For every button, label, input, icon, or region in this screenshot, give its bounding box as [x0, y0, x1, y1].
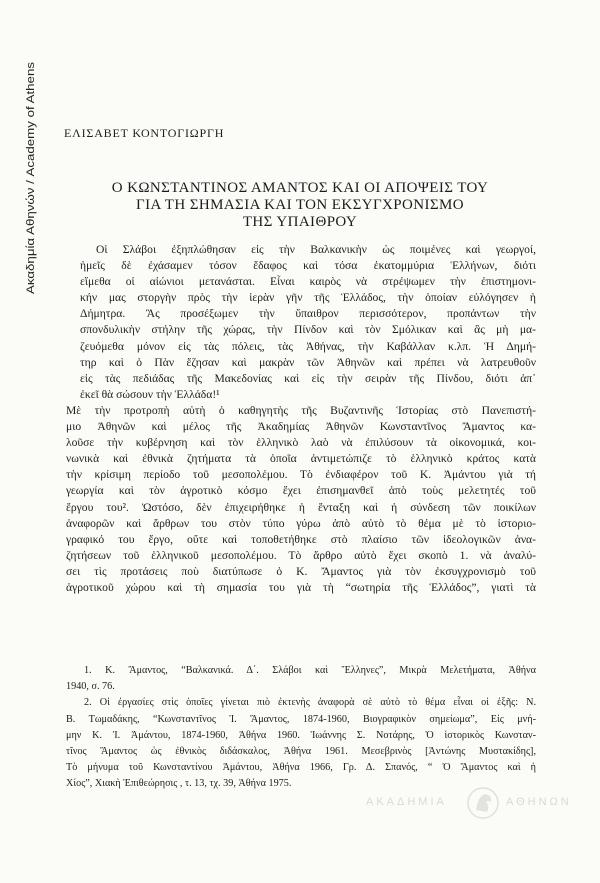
body-line: Μὲ τὴν προτροπὴ αὐτὴ ὁ καθηγητὴς τῆς Βυζαντινῆς Ἱστορίας στὸ Πανεπιστή- — [66, 403, 536, 417]
body-line: ἔργου του². Ὡστόσο, δὲν ἐπιχειρήθηκε ἡ ἔνταξη καὶ ἡ σύνδεση τῶν ποικίλων — [66, 500, 536, 514]
academy-watermark — [356, 786, 586, 820]
watermark-left-text: ΑΚΑΔΗΜΙΑ — [366, 796, 447, 808]
article-title — [68, 180, 532, 231]
title-line: Ο ΚΩΝΣΤΑΝΤΙΝΟΣ ΑΜΑΝΤΟΣ ΚΑΙ ΟΙ ΑΠΟΨΕΙΣ ΤΟΥ — [111, 180, 489, 196]
quote-line: εἰς τὰς πεδιάδας τῆς Μακεδονίας καὶ εἰς τὴν σειρὰν τῆς Πίνδου, διότι ἀπ᾽ — [80, 371, 536, 385]
quote-line: ἡμεῖς δὲ ἐχάσαμεν τόσον ἔδαφος καὶ τόσα ἑκατομμύρια Ἑλλήνων, διότι — [80, 259, 536, 273]
quote-line: σπονδυλικὴν στήλην τῆς χώρας, τὴν Πίνδον καὶ τὸν Σμόλικαν καὶ ἂς μὴ μα- — [80, 323, 536, 337]
title-line: ΤΗΣ ΥΠΑΙΘΡΟΥ — [242, 214, 358, 230]
footnote-line: 1940, σ. 76. — [66, 681, 115, 693]
body-paragraph — [66, 403, 536, 596]
author-name: ΕΛΙΣΑΒΕΤ ΚΟΝΤΟΓΙΩΡΓΗ — [64, 126, 225, 140]
footnote-line: Χίος”, Χιακὴ Ἐπιθεώρησις , τ. 13, τχ. 39, Ἀθήνα 1975. — [66, 778, 292, 790]
quote-line: ζευόμεθα μόνον εἰς τὰς πόλεις, τὰς Ἀθήνας, τὴν Καβάλλαν κ.λπ. Ἡ Δημή- — [80, 339, 536, 353]
quote-line: τηρ καὶ ὁ Πὰν ἔζησαν καὶ μακρὰν τῶν Ἀθηνῶν καὶ πρέπει νὰ λατρευθοῦν — [80, 355, 536, 369]
quote-line: εἵμεθα οἱ αἰώνιοι μετανάσται. Εἶναι καιρὸς νὰ στρέψωμεν τὴν ἐπιστημονι- — [80, 275, 536, 289]
body-line: γεωργία καὶ τὸν ἀγροτικὸ κόσμο ἔχει ἐπισημανθεῖ ἀπὸ τοὺς μελετητές τοῦ — [66, 484, 536, 498]
footnote-line: μην Κ. Ἰ. Ἀμάντου, 1874-1960, Ἀθήνα 1960. Ἰωάννης Σ. Νοτάρης, Ὁ ἱστορικὸς Κωνσταν- — [66, 729, 536, 741]
title-line: ΓΙΑ ΤΗ ΣΗΜΑΣΙΑ ΚΑΙ ΤΟΝ ΕΚΣΥΓΧΡΟΝΙΣΜΟ — [136, 197, 464, 213]
body-line: λοῦσε τὴν κυβέρνηση καὶ τὸν ἑλληνικὸ λαὸ νὰ ἐπιλύσουν τὰ οἰκονομικά, κοι- — [66, 436, 536, 450]
archive-side-label — [20, 58, 40, 298]
body-line: γραφικό του ἔργο, οὔτε καὶ τοποθετήθηκε στὸ πλαίσιο τῶν ἰδεολογικῶν ἀνα- — [66, 532, 536, 546]
body-line: σει τὶς προτάσεις ποὺ διατύπωσε ὁ Κ. Ἄμαντος γιὰ τὸν ἐκσυγχρονισμὸ τοῦ — [66, 564, 536, 578]
body-line: τὴν κρίσιμη περίοδο τοῦ μεσοπολέμου. Τὸ ἐνδιαφέρον τοῦ Κ. Ἀμάντου γιὰ τή — [66, 468, 536, 482]
article-body — [66, 242, 536, 596]
footnote-line: Τὸ μήνυμα τοῦ Κωνσταντίνου Ἀμάντου, Ἀθήνα 1966, Γρ. Δ. Σπανός, “ Ὁ Ἄμαντος καὶ ἡ — [66, 762, 536, 774]
footnote-line: Β. Τωμαδάκης, “Κωνσταντῖνος Ἰ. Ἄμαντος, 1874-1960, Βιογραφικὸν σημείωμα”, Εἰς μνή- — [66, 713, 536, 725]
quote-line: Δήμητρα. Ἂς προσέξωμεν τὴν ὕπαιθρον περισσότερον, προπάντων τὴν — [80, 307, 536, 321]
footnote-line: τῖνος Ἄμαντος ὡς ἐθνικὸς διδάσκαλος, Ἀθήνα 1961. Μεσεβρινὸς [Ἀντώνης Μυστακίδης], — [66, 745, 536, 757]
epigraph-quote — [66, 242, 536, 403]
body-line: ἀγροτικοῦ χώρου καὶ τὴ σημασία του γιὰ τὴ “σωτηρία τῆς Ἑλλάδος”, γιατὶ τὰ — [66, 580, 536, 594]
quote-line: κήν μας στοργὴν πρὸς τὴν ἱερὰν γῆν τῆς Ἑλλάδος, τὴν ὁποίαν εὐλόγησεν ἡ — [80, 291, 536, 305]
footnotes — [66, 663, 536, 793]
athena-emblem-icon — [466, 786, 500, 825]
side-label-text: Ακαδημία Αθηνών / Academy of Athens — [25, 98, 37, 294]
quote-line: Οἱ Σλάβοι ἐξηπλώθησαν εἰς τὴν Βαλκανικὴν ὡς ποιμένες καὶ γεωργοί, — [96, 243, 536, 256]
body-line: ζητήσεων τοῦ ἑλληνικοῦ μεσοπολέμου. Τὸ ἄρθρο αὐτὸ ἔχει σκοπὸ 1. νὰ ἀναλύ- — [66, 548, 536, 562]
body-line: μιο Ἀθηνῶν καὶ μέλος τῆς Ἀκαδημίας Ἀθηνῶν Κωνσταντῖνος Ἄμαντος κα- — [66, 420, 536, 434]
footnote-line: 2. Οἱ ἐργασίες στὶς ὁποῖες γίνεται πιὸ ἐκτενὴς ἀναφορὰ σὲ αὐτὸ τὸ θέμα εἶναι οἱ ἑξῆς: Ν. — [84, 697, 536, 709]
watermark-right-text: ΑΘΗΝΩΝ — [506, 796, 572, 808]
body-line: ἀναφορῶν καὶ ἄρθρων του στὸν τύπο γύρω ἀπὸ αὐτὸ τὸ θέμα μὲ τὸ ἱστοριο- — [66, 516, 536, 530]
body-line: νωνικὰ καὶ ἐθνικὰ ζητήματα τὰ ὁποῖα ἀντιμετώπιζε τὸ ἑλληνικὸ κράτος κατὰ — [66, 452, 536, 466]
footnote-line: 1. Κ. Ἄμαντος, “Βαλκανικά. Δ΄. Σλάβοι καὶ Ἕλληνες”, Μικρὰ Μελετήματα, Ἀθήνα — [84, 665, 536, 676]
quote-line: ἐκεῖ θὰ σώσουν τὴν Ἑλλάδα!¹ — [80, 387, 220, 401]
